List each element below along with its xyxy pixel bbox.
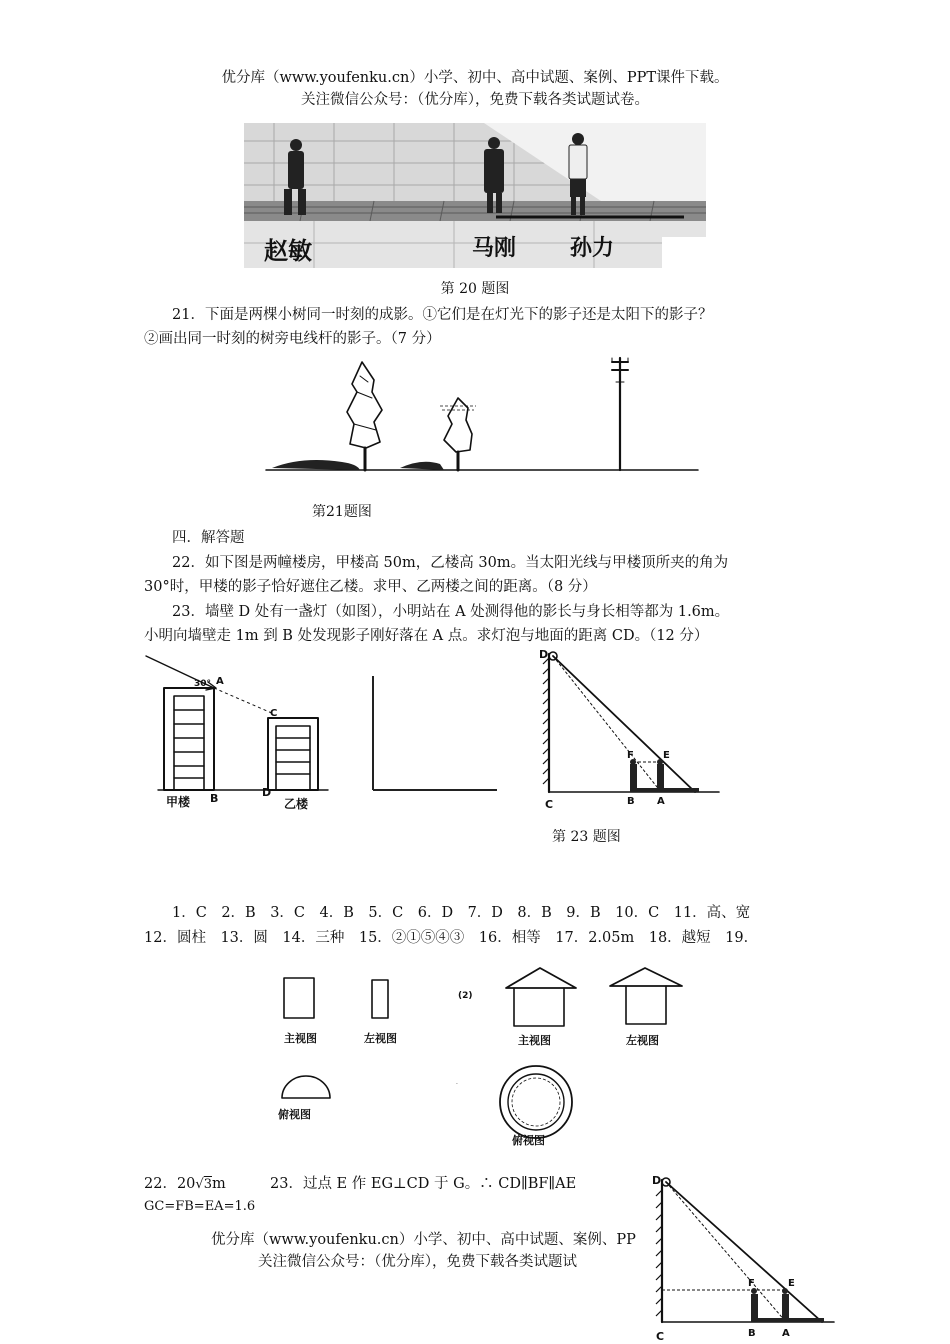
fig23-label-f: F — [627, 750, 634, 761]
view-label-main-2: 主视图 — [518, 1034, 551, 1047]
answers-line-2: 12．圆柱 13．圆 14．三种 15．②①⑤④③ 16．相等 17．2.05m 18．越短 19． — [144, 930, 759, 946]
answer-23-figure — [648, 1170, 838, 1344]
answer-23-line-2: GC=FB=EA=1.6 — [144, 1199, 256, 1214]
fig23-label-d: D — [539, 648, 549, 661]
view-label-left-2: 左视图 — [626, 1034, 659, 1047]
svg-text:·: · — [456, 1081, 458, 1088]
view-label-top-1: 俯视图 — [278, 1108, 311, 1121]
fig22-label-yi: 乙楼 — [284, 797, 309, 811]
footer-line-2: 关注微信公众号：（优分库），免费下载各类试题试 — [258, 1254, 577, 1270]
fig23b-label-c: C — [656, 1330, 665, 1343]
figure-21-caption: 第21题图 — [312, 504, 372, 520]
figure-21-trees — [262, 352, 702, 482]
fig22-label-d: D — [262, 786, 272, 799]
header-line-1: 优分库（www.youfenku.cn）小学、初中、高中试题、案例、PPT课件下载。 — [221, 70, 729, 86]
view-label-main-1: 主视图 — [284, 1032, 317, 1045]
fig23-label-b: B — [627, 796, 635, 807]
view-label-left-1: 左视图 — [364, 1032, 397, 1045]
figure-23-lamp — [533, 646, 725, 812]
q23-line-2: 小明向墙壁走 1m 到 B 处发现影子刚好落在 A 点。求灯泡与地面的距离 CD。（12 分） — [144, 628, 709, 644]
name-sun: 孙力 — [570, 236, 615, 261]
answer-23: 23．过点 E 作 EG⊥CD 于 G。∴ CD∥BF∥AE — [270, 1176, 577, 1192]
figure-22-buildings — [144, 650, 344, 820]
view-label-top-2: 俯视图 — [512, 1134, 545, 1147]
q23-line-1: 23．墙壁 D 处有一盏灯（如图），小明站在 A 处测得他的影长与身长相等都为 1.6m。 — [172, 604, 730, 620]
name-ma: 马刚 — [472, 236, 517, 261]
answer-22 — [144, 1172, 226, 1193]
view-label-part-2: (2) — [458, 991, 473, 1001]
fig23b-label-b: B — [748, 1328, 756, 1339]
answer-22-radicand: 3 — [203, 1177, 212, 1192]
fig23b-label-d: D — [652, 1174, 662, 1187]
figure-20-caption: 第 20 题图 — [440, 281, 510, 297]
blank-axes — [365, 672, 500, 794]
q21-line-1: 21．下面是两棵小树同一时刻的成影。①它们是在灯光下的影子还是太阳下的影子？ — [172, 307, 713, 323]
q21-line-2: ②画出同一时刻的树旁电线杆的影子。（7 分） — [144, 331, 441, 347]
fig22-label-c: C — [270, 708, 278, 719]
answers-line-1: 1．C 2．B 3．C 4．B 5．C 6．D 7．D 8．B 9．B 10．C 11．高、宽 — [172, 905, 751, 921]
figure-20-photo — [244, 123, 706, 268]
q22-line-1: 22．如下图是两幢楼房，甲楼高 50m，乙楼高 30m。当太阳光线与甲楼顶所夹的角为 — [172, 555, 729, 571]
name-zhao: 赵敏 — [264, 237, 312, 265]
fig23b-label-e: E — [788, 1278, 795, 1289]
section-4-title: 四．解答题 — [172, 530, 245, 546]
answer-19-views — [270, 958, 690, 1148]
fig22-label-jia: 甲楼 — [166, 795, 191, 809]
sqrt-sign: √ — [195, 1177, 204, 1192]
footer-line-1: 优分库（www.youfenku.cn）小学、初中、高中试题、案例、PP — [211, 1232, 636, 1248]
fig22-label-b: B — [210, 792, 219, 805]
figure-23-caption: 第 23 题图 — [552, 829, 621, 845]
fig23-label-e: E — [663, 750, 670, 761]
answer-22-prefix: 22．20 — [144, 1176, 196, 1192]
fig23b-label-a: A — [782, 1328, 790, 1339]
fig22-angle: 30° — [194, 679, 212, 689]
fig23-label-c: C — [545, 798, 554, 811]
q22-line-2: 30°时，甲楼的影子恰好遮住乙楼。求甲、乙两楼之间的距离。（8 分） — [144, 579, 597, 595]
header-line-2: 关注微信公众号：（优分库），免费下载各类试题试卷。 — [301, 92, 649, 108]
fig22-label-a: A — [216, 676, 224, 687]
fig23b-label-f: F — [748, 1278, 755, 1289]
answer-22-unit: m — [211, 1176, 226, 1192]
fig23-label-a: A — [657, 796, 665, 807]
